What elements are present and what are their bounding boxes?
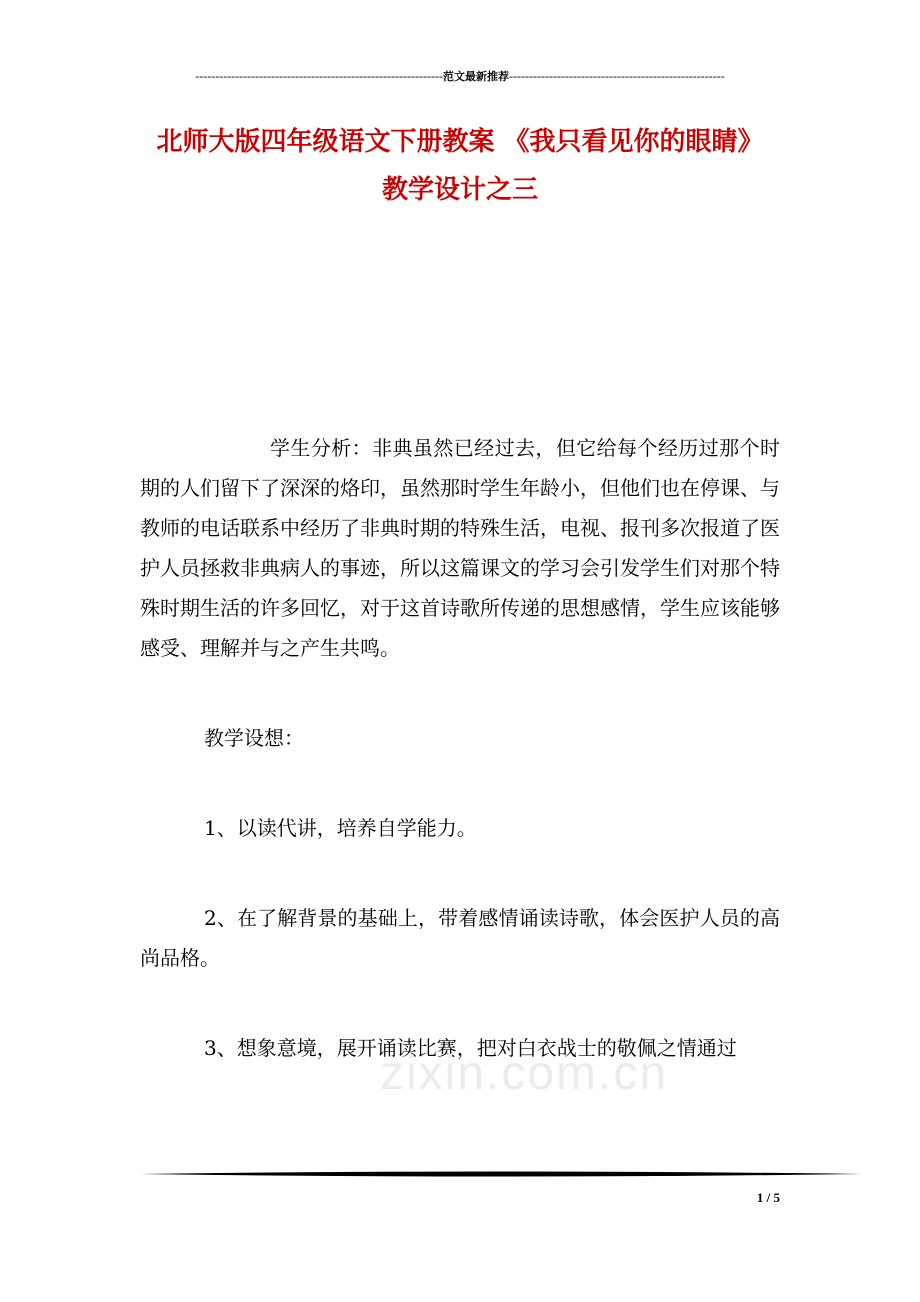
plan-item-2: 2、在了解背景的基础上，带着感情诵读诗歌，体会医护人员的高尚品格。: [140, 906, 780, 970]
document-title: [100, 118, 820, 214]
footer-rule: [140, 1170, 862, 1178]
plan-item-1: 1、以读代讲，培养自学能力。: [204, 816, 477, 840]
paragraph-gap: [140, 978, 780, 1028]
header-text: 范文最新推荐: [442, 70, 509, 83]
watermark: zixin.com.cn: [380, 1047, 669, 1100]
paragraph-gap: [140, 758, 780, 808]
page-header: [140, 68, 780, 85]
header-dashes-right: ------------------------------------------------------: [508, 69, 725, 83]
title-line-2: 教学设计之三: [381, 175, 538, 205]
page-number: 1 / 5: [756, 1190, 780, 1205]
paragraph-gap: [140, 848, 780, 898]
plan-item-3: 3、想象意境，展开诵读比赛，把对白衣战士的敬佩之情通过: [204, 1036, 737, 1060]
teaching-plan-heading: 教学设想：: [204, 726, 304, 750]
document-body: [140, 428, 780, 1068]
student-analysis-paragraph: 学生分析：非典虽然已经过去，但它给每个经历过那个时期的人们留下了深深的烙印，虽然那时学生年龄小，但他们也在停课、与教师的电话联系中经历了非典时期的特殊生活，电视、报刊多次报道了医护人员拯救非典病人的事迹，所以这篇课文的学习会引发学生们对那个特殊时期生活的许多回忆，对于这首诗歌所传递的思想感情，学生应该能够感受、理解并与之产生共鸣。: [140, 436, 780, 660]
header-dashes-left: --------------------------------------------------------------: [195, 69, 443, 83]
title-line-1: 北师大版四年级语文下册教案 《我只看见你的眼睛》: [156, 127, 764, 157]
paragraph-gap: [140, 668, 780, 718]
